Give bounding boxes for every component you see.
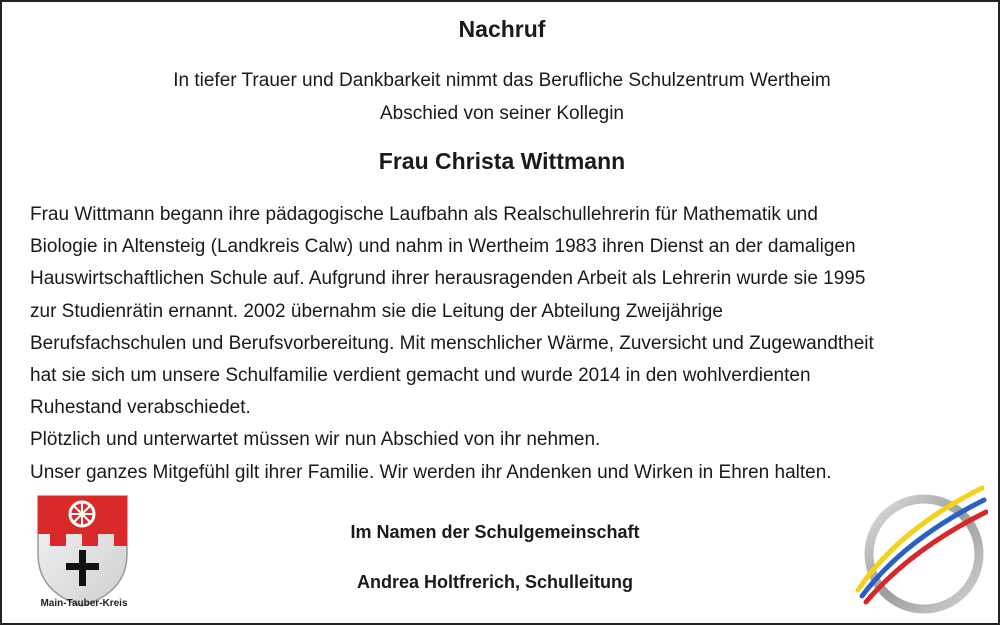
body-line: Biologie in Altensteig (Landkreis Calw) und nahm in Wertheim 1983 ihren Dienst an der damaligen (30, 236, 856, 258)
body-line: hat sie sich um unsere Schulfamilie verdient gemacht und wurde 2014 in den wohlverdienten (30, 365, 811, 387)
body-line: zur Studienrätin ernannt. 2002 übernahm sie die Leitung der Abteilung Zweijährige (30, 300, 723, 322)
crest-caption: Main-Tauber-Kreis (40, 598, 128, 609)
intro-line-1: In tiefer Trauer und Dankbarkeit nimmt das Berufliche Schulzentrum Wertheim (173, 70, 831, 91)
signature-line-2: Andrea Holtfrerich, Schulleitung (356, 572, 634, 592)
school-logo-icon (854, 478, 988, 616)
obituary-body (30, 199, 990, 489)
signature-line-1: Im Namen der Schulgemeinschaft (350, 522, 640, 542)
body-line: Berufsfachschulen und Berufsvorbereitung. Mit menschlicher Wärme, Zuversicht und Zugewandtheit (30, 332, 874, 354)
body-line: Plötzlich und unterwartet müssen wir nun Abschied von ihr nehmen. (30, 429, 601, 451)
coat-of-arms-icon (30, 492, 135, 612)
body-line: Frau Wittmann begann ihre pädagogische Laufbahn als Realschullehrerin für Mathematik und (30, 204, 818, 225)
notice-heading: Nachruf (458, 16, 546, 42)
body-line: Hauswirtschaftlichen Schule auf. Aufgrund ihrer herausragenden Arbeit als Lehrerin wurde sie 1995 (30, 268, 866, 290)
body-line: Unser ganzes Mitgefühl gilt ihrer Familie. Wir werden ihr Andenken und Wirken in Ehren halten. (30, 461, 832, 483)
body-line: Ruhestand verabschiedet. (30, 397, 251, 419)
intro-line-2: Abschied von seiner Kollegin (380, 103, 624, 124)
deceased-name: Frau Christa Wittmann (378, 148, 626, 174)
